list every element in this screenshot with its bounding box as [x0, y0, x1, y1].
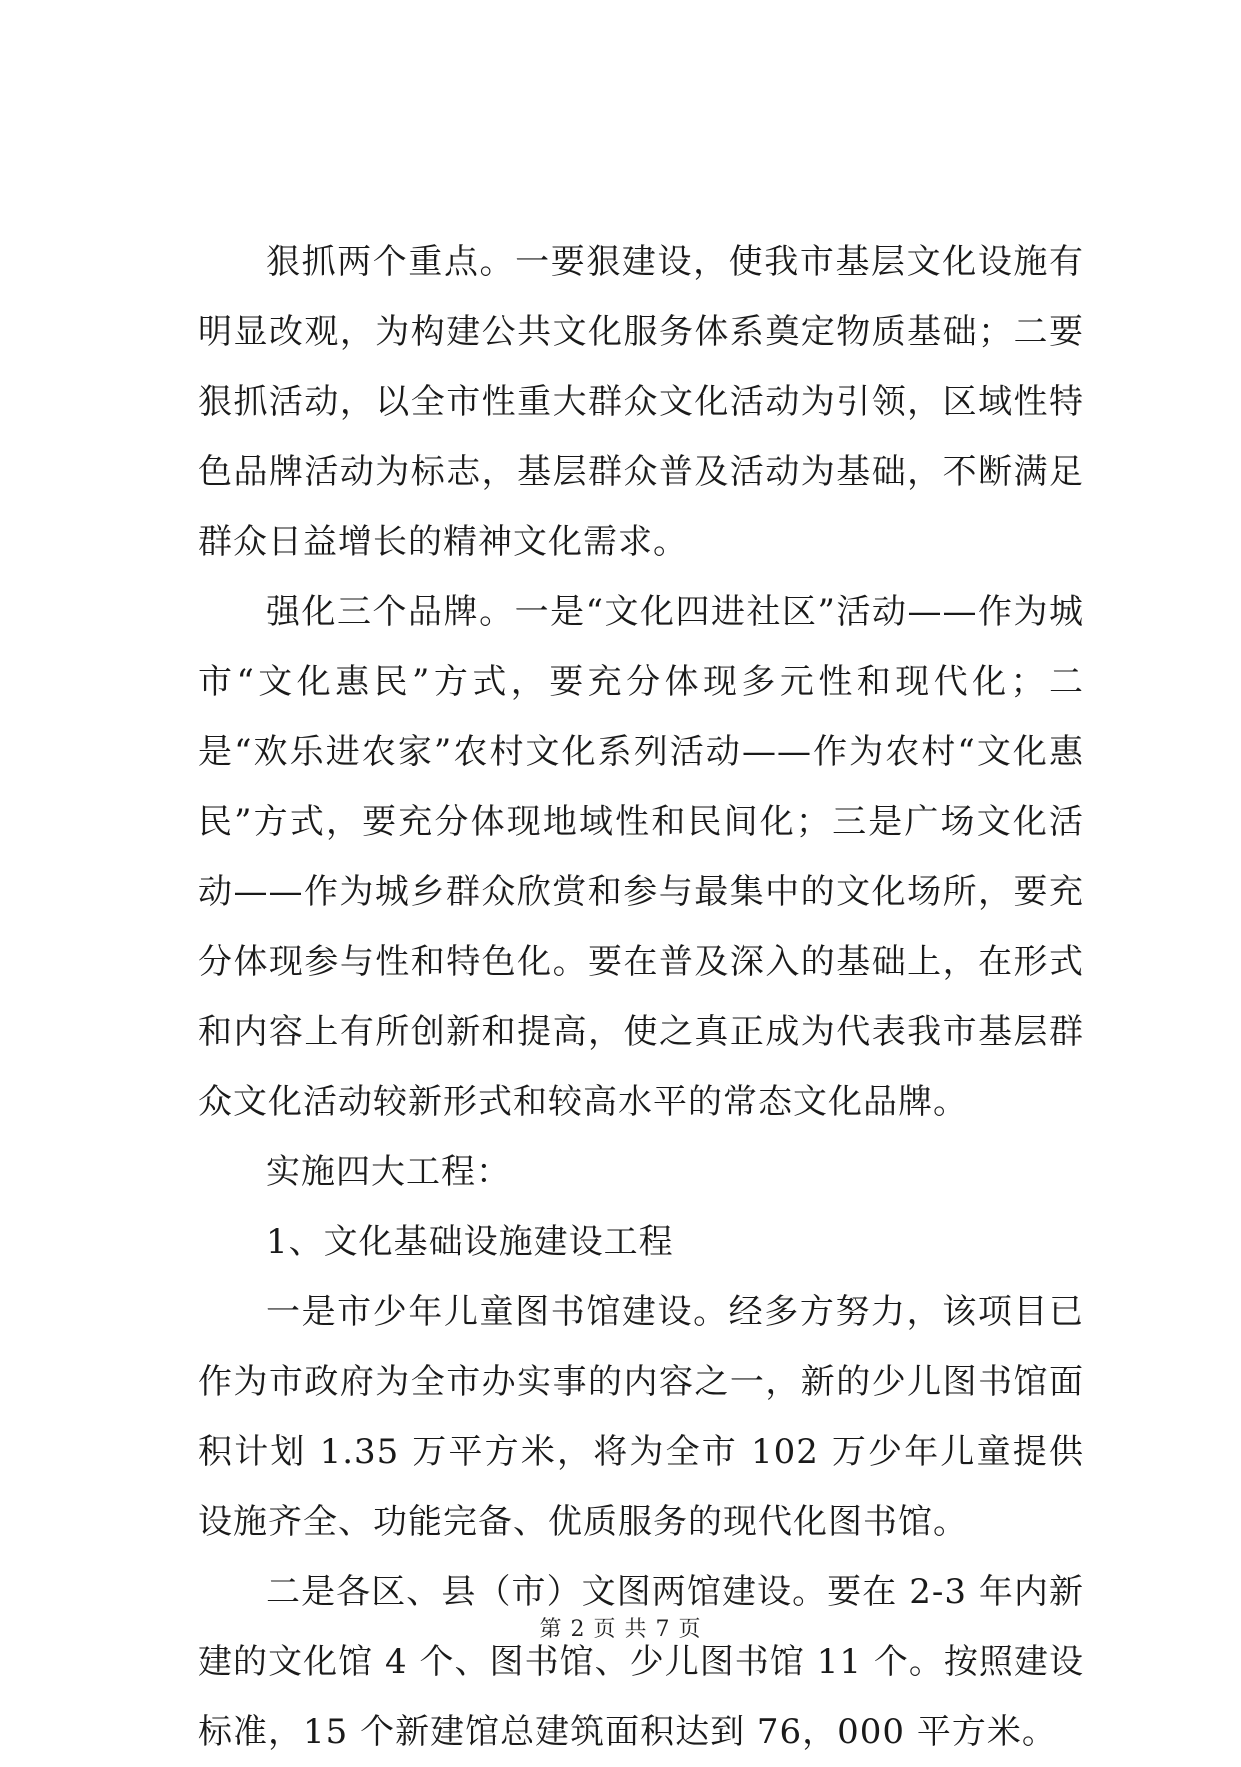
paragraph-three-brands: 强化三个品牌。一是“文化四进社区”活动——作为城市“文化惠民”方式，要充分体现多元性和现代化；二是“欢乐进农家”农村文化系列活动——作为农村“文化惠民”方式，要充分体现地域性和民间化；三是广场文化活动——作为城乡群众欣赏和参与最集中的文化场所，要充分体现参与性和特色化。要在普及深入的基础上，在形式和内容上有所创新和提高，使之真正成为代表我市基层群众文化活动较新形式和较高水平的常态文化品牌。	[198, 592, 1084, 1122]
page-number-footer: 第 2 页 共 7 页	[539, 1617, 702, 1642]
paragraph-children-library: 一是市少年儿童图书馆建设。经多方努力，该项目已作为市政府为全市办实事的内容之一，新的少儿图书馆面积计划 1.35 万平方米，将为全市 102 万少年儿童提供设施齐全、功能完备、优质服务的现代化图书馆。	[198, 1292, 1084, 1542]
document-body	[198, 227, 1084, 1767]
paragraph-district-libraries: 二是各区、县（市）文图两馆建设。要在 2-3 年内新建的文化馆 4 个、图书馆、少儿图书馆 11 个。按照建设标准，15 个新建馆总建筑面积达到 76，000 平方米。	[198, 1572, 1084, 1752]
paragraph-four-projects-heading: 实施四大工程：	[266, 1152, 511, 1192]
paragraph-key-points: 狠抓两个重点。一要狠建设，使我市基层文化设施有明显改观，为构建公共文化服务体系奠定物质基础；二要狠抓活动，以全市性重大群众文化活动为引领，区域性特色品牌活动为标志，基层群众普及活动为基础，不断满足群众日益增长的精神文化需求。	[198, 242, 1084, 562]
paragraph-project-1-title: 1、文化基础设施建设工程	[266, 1222, 674, 1262]
